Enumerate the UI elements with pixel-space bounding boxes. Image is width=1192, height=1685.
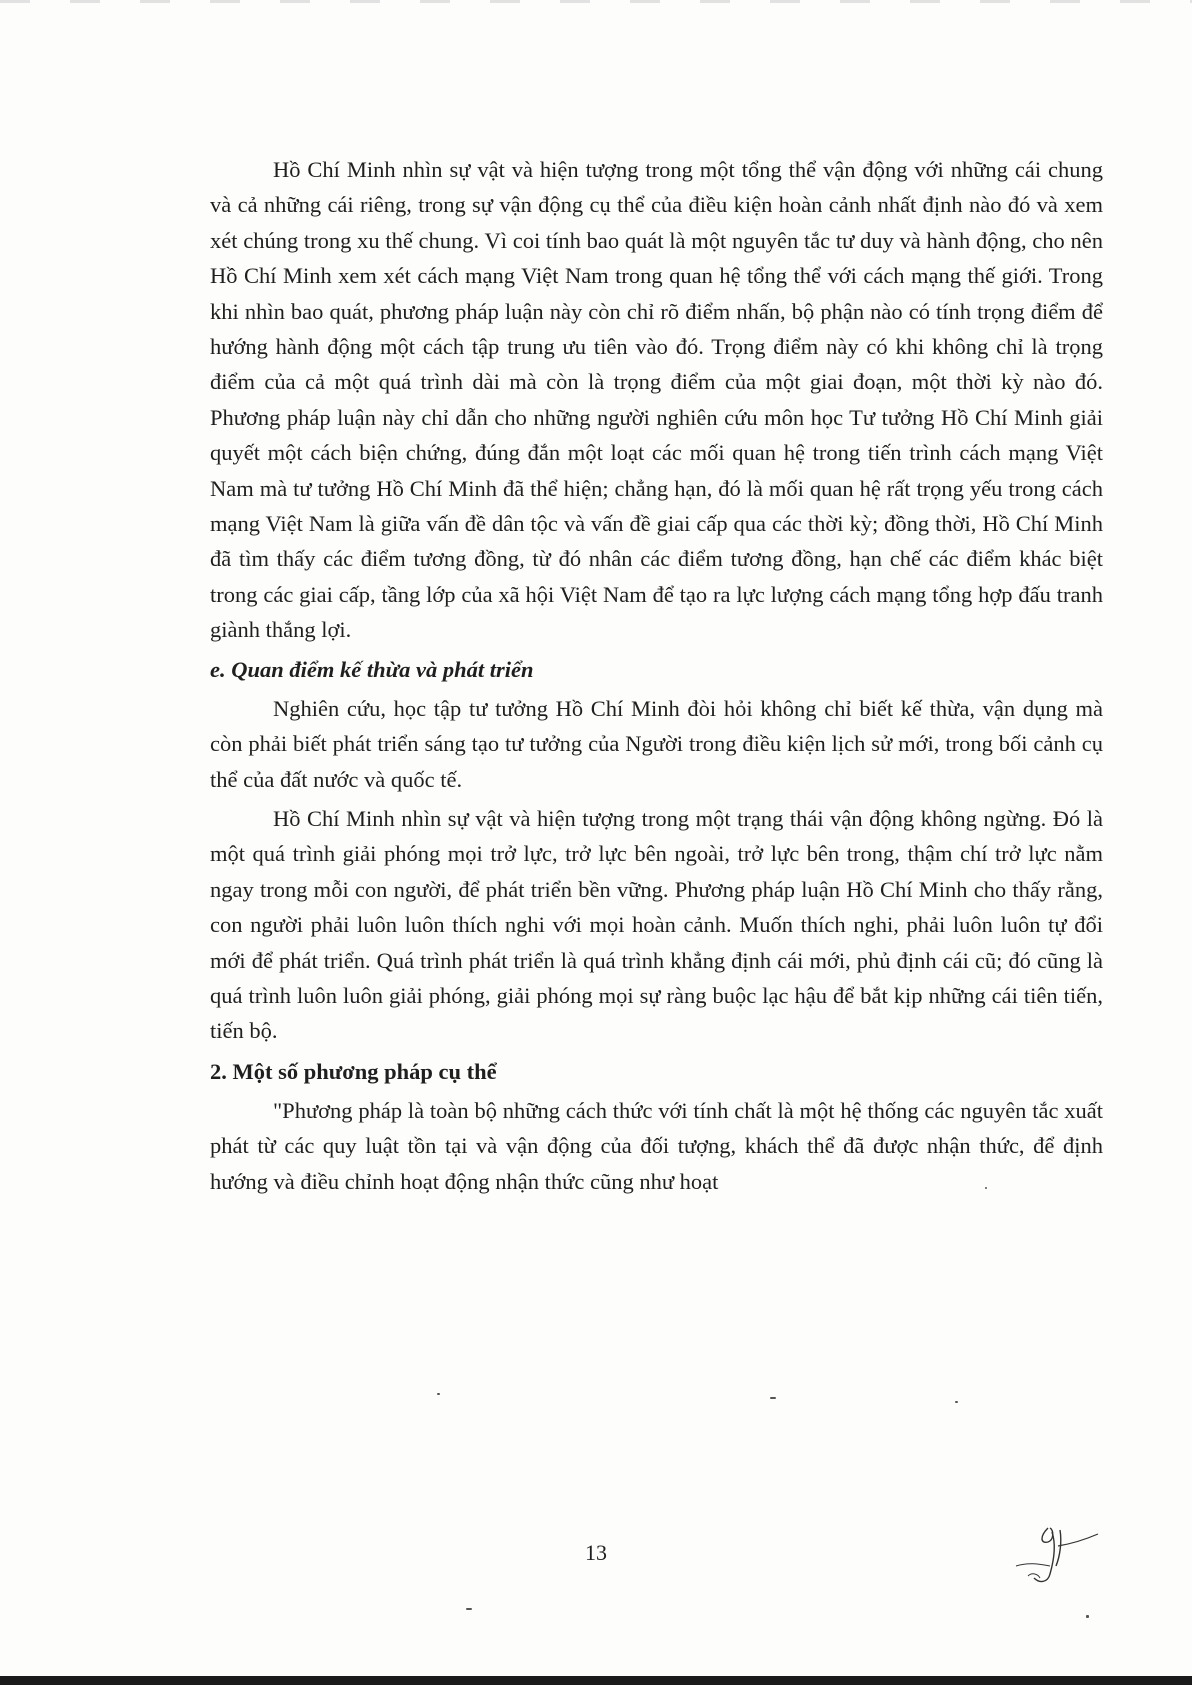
scan-speck xyxy=(770,1397,776,1399)
signature-initials-icon xyxy=(1010,1522,1102,1588)
section-heading-2: 2. Một số phương pháp cụ thể xyxy=(210,1058,497,1084)
scan-speck xyxy=(985,1187,987,1189)
paragraph-inherit-develop: Nghiên cứu, học tập tư tưởng Hồ Chí Minh đòi hỏi không chỉ biết kế thừa, vận dụng mà còn phải biết phát triển sáng tạo tư tưởng của Người trong điều kiện lịch sử mới, trong bối cảnh cụ thể của đất nước và quốc tế. xyxy=(210,695,1103,792)
scan-speck xyxy=(1086,1615,1089,1618)
document-body xyxy=(210,152,1103,1199)
scan-speck xyxy=(955,1401,958,1403)
section-heading-e: e. Quan điểm kế thừa và phát triển xyxy=(210,656,534,682)
scan-bottom-edge xyxy=(0,1676,1192,1685)
scan-speck xyxy=(466,1608,472,1610)
paragraph-holistic-view: Hồ Chí Minh nhìn sự vật và hiện tượng trong một tổng thể vận động với những cái chung và cả những cái riêng, trong sự vận động cụ thể của điều kiện hoàn cảnh nhất định nào đó và xem xét chúng trong xu thế chung. Vì coi tính bao quát là một nguyên tắc tư duy và hành động, cho nên Hồ Chí Minh xem xét cách mạng Việt Nam trong quan hệ tổng thể với cách mạng thế giới. Trong khi nhìn bao quát, phương pháp luận này còn chỉ rõ điểm nhấn, bộ phận nào có tính trọng điểm để hướng hành động một cách tập trung ưu tiên vào đó. Trọng điểm này có khi không chỉ là trọng điểm của cả một quá trình dài mà còn là trọng điểm của một giai đoạn, một thời kỳ nào đó. Phương pháp luận này chỉ dẫn cho những người nghiên cứu môn học Tư tưởng Hồ Chí Minh giải quyết một cách biện chứng, đúng đắn một loạt các mối quan hệ trong tiến trình cách mạng Việt Nam mà tư tưởng Hồ Chí Minh đã thể hiện; chẳng hạn, đó là mối quan hệ rất trọng yếu trong cách mạng Việt Nam là giữa vấn đề dân tộc và vấn đề giai cấp qua các thời kỳ; đồng thời, Hồ Chí Minh đã tìm thấy các điểm tương đồng, từ đó nhân các điểm tương đồng, hạn chế các điểm khác biệt trong các giai cấp, tầng lớp của xã hội Việt Nam để tạo ra lực lượng cách mạng tổng hợp đấu tranh giành thắng lợi. xyxy=(210,157,1103,643)
paragraph-constant-motion: Hồ Chí Minh nhìn sự vật và hiện tượng trong một trạng thái vận động không ngừng. Đó là một quá trình giải phóng mọi trở lực, trở lực bên ngoài, trở lực bên trong, thậm chí trở lực nằm ngay trong mỗi con người, để phát triển bền vững. Phương pháp luận Hồ Chí Minh cho thấy rằng, con người phải luôn luôn thích nghi với mọi hoàn cảnh. Muốn thích nghi, phải luôn luôn tự đổi mới để phát triển. Quá trình phát triển là quá trình khẳng định cái mới, phủ định cái cũ; đó cũng là quá trình luôn luôn giải phóng, giải phóng mọi sự ràng buộc lạc hậu để bắt kịp những cái tiên tiến, tiến bộ. xyxy=(210,805,1103,1044)
paragraph-method-definition: "Phương pháp là toàn bộ những cách thức với tính chất là một hệ thống các nguyên tắc xuất phát từ các quy luật tồn tại và vận động của đối tượng, khách thể đã được nhận thức, để định hướng và điều chỉnh hoạt động nhận thức cũng như hoạt xyxy=(210,1097,1103,1194)
scan-top-edge xyxy=(0,0,1192,3)
page-number: 13 xyxy=(585,1540,607,1565)
scan-speck xyxy=(437,1393,440,1395)
